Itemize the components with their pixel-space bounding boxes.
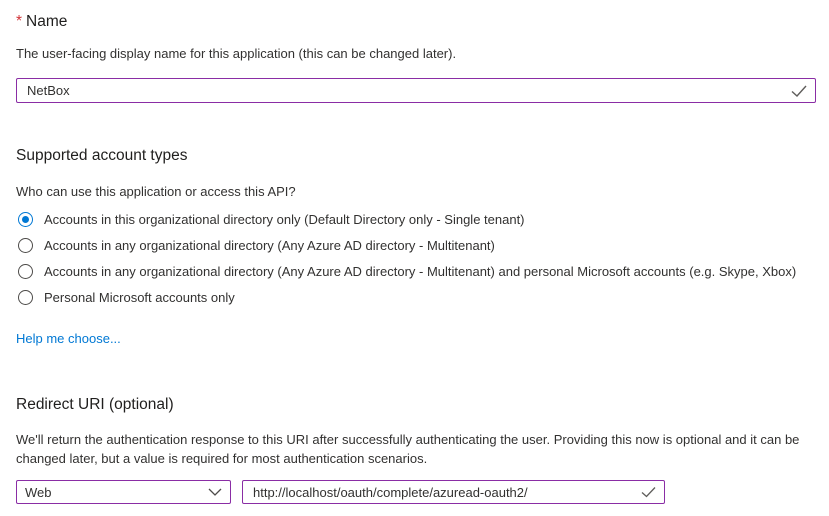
- name-input[interactable]: [16, 78, 816, 103]
- account-type-option-multitenant-personal[interactable]: Accounts in any organizational directory (Any Azure AD directory - Multitenant) and personal Microsoft accounts (e.g. Skype, Xbox): [16, 258, 816, 284]
- name-input-wrap: [16, 78, 816, 103]
- account-type-option-multitenant[interactable]: Accounts in any organizational directory (Any Azure AD directory - Multitenant): [16, 232, 816, 258]
- redirect-uri-description: We'll return the authentication response to this URI after successfully authenticating the user. Providing this now is optional and it can be changed later, but a value is required for most authentication scenarios.: [16, 432, 800, 466]
- platform-select-value: Web: [25, 484, 52, 500]
- account-types-question: Who can use this application or access this API?: [16, 184, 296, 199]
- redirect-uri-input[interactable]: [242, 480, 665, 504]
- name-description: The user-facing display name for this application (this can be changed later).: [16, 46, 457, 61]
- platform-select[interactable]: [16, 480, 231, 504]
- name-label: Name: [26, 13, 68, 30]
- account-type-option-single-tenant[interactable]: Accounts in this organizational directory only (Default Directory only - Single tenant): [16, 206, 816, 232]
- chevron-down-icon: [208, 488, 222, 496]
- redirect-uri-heading: Redirect URI (optional): [16, 396, 174, 413]
- required-asterisk: *: [16, 13, 23, 30]
- redirect-uri-row: [16, 480, 816, 504]
- radio-selected-icon[interactable]: [18, 212, 33, 227]
- radio-unselected-icon[interactable]: [18, 290, 33, 305]
- account-types-heading: Supported account types: [16, 147, 188, 164]
- valid-check-icon: [641, 487, 656, 498]
- valid-check-icon: [791, 85, 807, 97]
- name-section-heading: [16, 12, 816, 31]
- radio-unselected-icon[interactable]: [18, 264, 33, 279]
- account-types-radio-group: [16, 206, 816, 310]
- redirect-uri-input-wrap: [242, 480, 665, 504]
- help-me-choose-link[interactable]: Help me choose...: [16, 331, 121, 346]
- radio-unselected-icon[interactable]: [18, 238, 33, 253]
- account-type-option-personal-only[interactable]: Personal Microsoft accounts only: [16, 284, 816, 310]
